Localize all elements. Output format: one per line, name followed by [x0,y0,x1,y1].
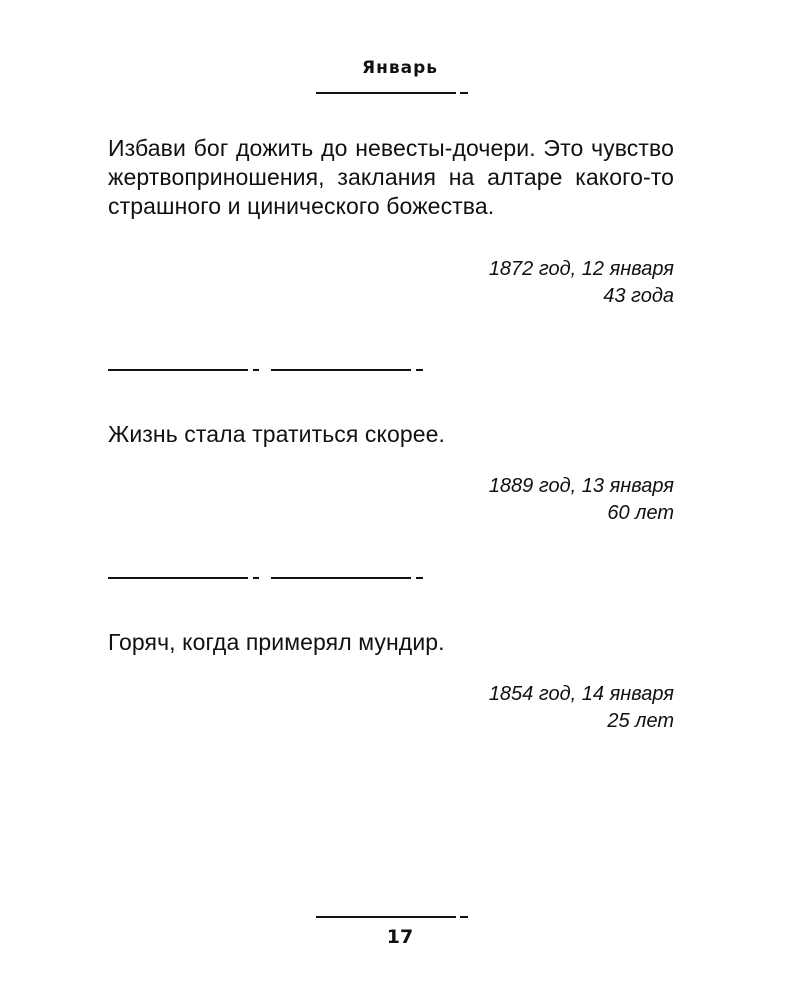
entry-meta [108,473,674,527]
section-divider [108,577,423,579]
entry-quote: Горяч, когда примерял мундир. [108,629,445,655]
entry-meta [108,256,674,310]
section-divider [108,369,423,371]
entry-age: 25 лет [607,710,674,732]
entry-age: 60 лет [607,502,674,524]
entry-date: 1872 год, 12 января [488,258,674,280]
entry-quote: Жизнь стала тратиться скорее. [108,421,446,447]
entry-date: 1854 год, 14 января [488,683,674,705]
entry-date: 1889 год, 13 января [488,475,674,497]
entry-quote: Избави бог дожить до невесты-дочери. Это чувство жертвоприношения, заклания на алтаре какого-то страшного и цинического божества. [108,135,674,219]
diary-entry [108,628,674,735]
page-number: 17 [386,926,414,948]
running-header [0,58,800,78]
header-rule [316,92,468,94]
diary-entry [108,134,674,310]
footer-rule [316,916,468,918]
entry-age: 43 года [603,285,674,307]
chapter-title: Январь [362,58,438,78]
diary-entry [108,420,674,527]
entry-meta [108,681,674,735]
